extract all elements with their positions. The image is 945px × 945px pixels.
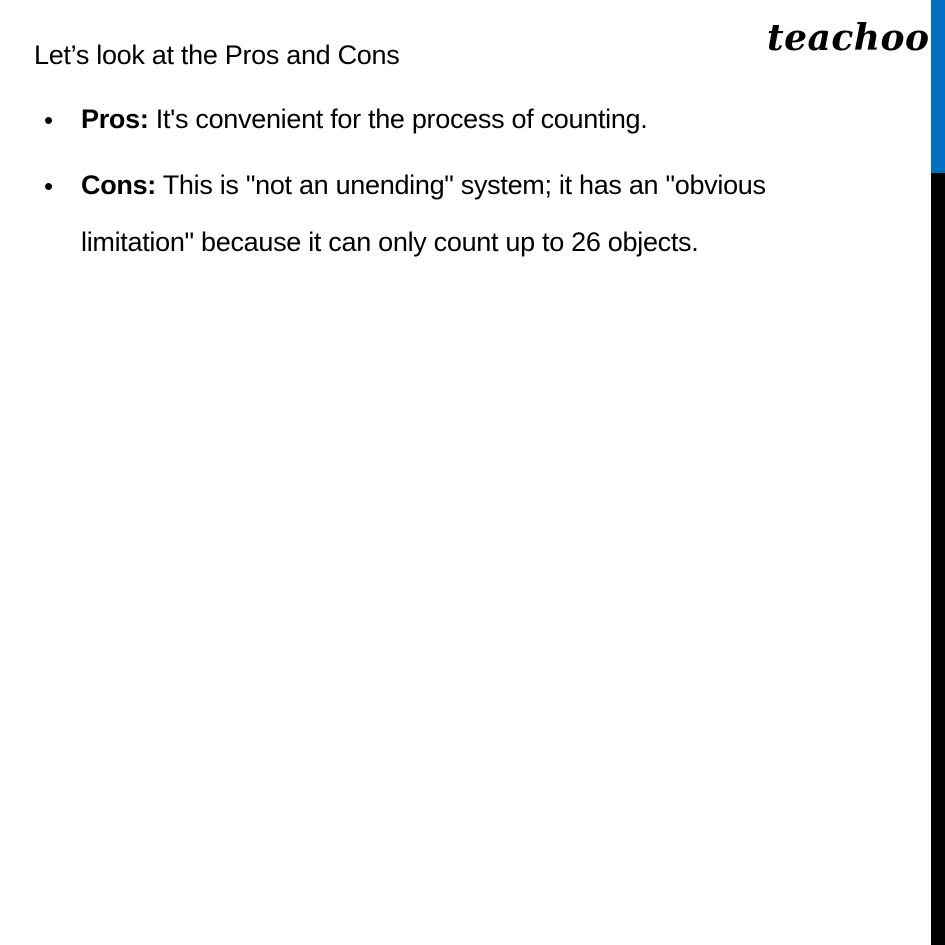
teachoo-logo: teachoo — [767, 17, 930, 59]
side-bar-black-segment — [931, 173, 945, 945]
slide-title: Let’s look at the Pros and Cons — [34, 40, 400, 70]
item-text: It's convenient for the process of counting. — [148, 104, 648, 134]
side-bar-blue-segment — [931, 0, 945, 173]
item-label: Pros: — [81, 104, 149, 134]
side-accent-bar — [931, 0, 945, 945]
list-item-pros — [81, 91, 851, 148]
bullet-icon: • — [44, 105, 54, 135]
item-label: Cons: — [81, 170, 156, 200]
bullet-icon: • — [44, 171, 54, 201]
item-text: This is "not an unending" system; it has an "obvious limitation" because it can only count up to 26 objects. — [81, 170, 766, 257]
list-item-cons — [81, 157, 851, 271]
